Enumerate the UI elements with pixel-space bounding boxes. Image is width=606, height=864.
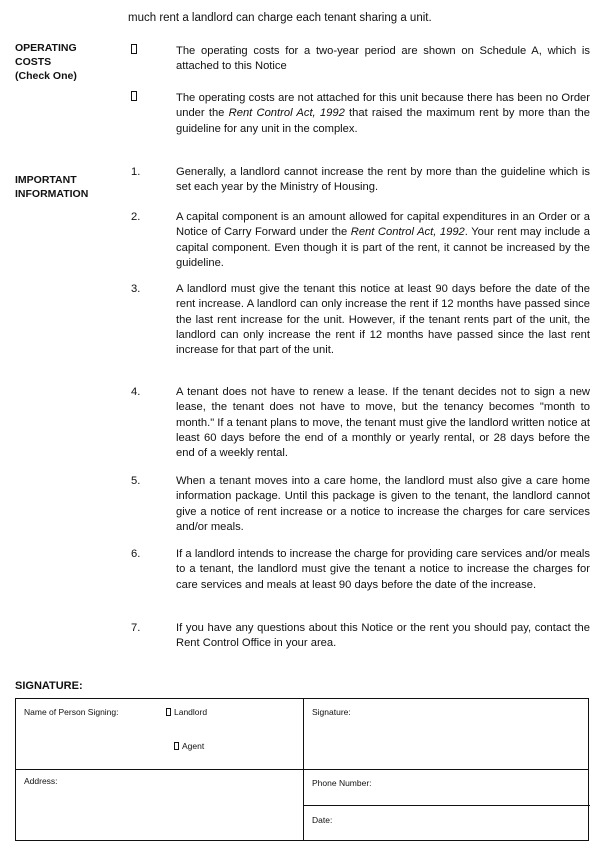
agent-label: Agent bbox=[182, 741, 205, 751]
operating-costs-option-2-text bbox=[176, 91, 590, 137]
option-2-text-b: that raised the maximum rent by more than the guideline for any unit in the complex. bbox=[176, 107, 590, 135]
operating-costs-label bbox=[15, 41, 77, 83]
operating-costs-option-1-text: The operating costs for a two-year period are shown on Schedule A, which is attached to this Notice bbox=[176, 45, 590, 73]
info-item-7-text: If you have any questions about this Notice or the rent you should pay, contact the Rent Control Office in your area. bbox=[176, 622, 590, 650]
info-item-4-number: 4. bbox=[131, 386, 141, 398]
info-item-3-text: A landlord must give the tenant this notice at least 90 days before the date of the rent increase. A landlord can only increase the rent if 12 months have passed since the last rent increase for the unit. However, if the tenant rents part of the unit, the landlord can only increase the rent if 12 months have passed since the last rent increase for that part of the unit. bbox=[176, 283, 590, 357]
important-label-line2: INFORMATION bbox=[15, 188, 89, 200]
info-item-6-number: 6. bbox=[131, 548, 141, 560]
signature-heading: SIGNATURE: bbox=[15, 680, 83, 692]
info-item-4-text: A tenant does not have to renew a lease. If the tenant decides not to sign a new lease, the tenant does not have to move, but the tenancy becomes "month to month." If a tenant plans to move, the tenant must give the landlord written notice at least 60 days before the end of a monthly or yearly rental, or 28 days before the end of a weekly rental. bbox=[176, 386, 590, 460]
info-item-1-number: 1. bbox=[131, 166, 141, 178]
phone-number-field-label[interactable]: Phone Number: bbox=[312, 778, 372, 788]
top-line: much rent a landlord can charge each tenant sharing a unit. bbox=[128, 12, 432, 24]
info-item-3 bbox=[128, 282, 590, 358]
option-2-text-a: The operating costs are not attached for this unit because there has been no Order under the bbox=[176, 92, 590, 120]
info-item-2-act-name: Rent Control Act, 1992 bbox=[350, 226, 465, 239]
signature-table-divider-horizontal bbox=[16, 769, 588, 770]
info-item-2-number: 2. bbox=[131, 211, 141, 223]
important-information-label bbox=[15, 173, 88, 201]
info-item-6 bbox=[128, 547, 590, 593]
operating-costs-label-line1: OPERATING bbox=[15, 42, 77, 54]
operating-costs-label-line2: COSTS bbox=[15, 56, 52, 68]
address-field-label[interactable]: Address: bbox=[24, 776, 58, 786]
info-item-6-text: If a landlord intends to increase the charge for providing care services and/or meals to a tenant, the landlord must give the tenant a notice to increase the charges for care services and meals at least 90 days before the date of the increase. bbox=[176, 548, 590, 591]
info-item-3-number: 3. bbox=[131, 283, 141, 295]
info-item-2-text bbox=[176, 210, 590, 271]
option-2-act-name: Rent Control Act, 1992 bbox=[228, 107, 345, 120]
landlord-checkbox-option[interactable] bbox=[166, 707, 207, 717]
info-item-2-text-a: A capital component is an amount allowed for capital expenditures in an Order or a Notice of Carry Forward under the bbox=[176, 211, 590, 239]
info-item-7 bbox=[128, 621, 590, 652]
landlord-checkbox[interactable] bbox=[166, 708, 171, 716]
info-item-2 bbox=[128, 210, 590, 271]
signature-field-label[interactable]: Signature: bbox=[312, 707, 351, 717]
operating-costs-label-line3: (Check One) bbox=[15, 70, 77, 82]
agent-checkbox-option[interactable] bbox=[174, 741, 204, 751]
info-item-2-text-b: . Your rent may include a capital component. Even though it is part of the rent, it cannot be increased by the guideline. bbox=[176, 226, 591, 269]
operating-costs-option-1 bbox=[128, 44, 590, 75]
info-item-1 bbox=[128, 165, 590, 196]
signature-table bbox=[15, 698, 589, 841]
date-field-label[interactable]: Date: bbox=[312, 815, 333, 825]
important-label-line1: IMPORTANT bbox=[15, 174, 77, 186]
agent-checkbox[interactable] bbox=[174, 742, 179, 750]
operating-costs-option-2 bbox=[128, 91, 590, 137]
info-item-7-number: 7. bbox=[131, 622, 141, 634]
info-item-5-text: When a tenant moves into a care home, the landlord must also give a care home information package. Until this package is given to the tenant, the landlord cannot give a notice of rent increase or a notice to increase the charges for care services and/or meals. bbox=[176, 475, 590, 533]
checkbox-option-2[interactable] bbox=[131, 91, 137, 106]
info-item-5 bbox=[128, 474, 590, 535]
checkbox-option-1[interactable] bbox=[131, 44, 137, 59]
info-item-1-text: Generally, a landlord cannot increase the rent by more than the guideline which is set each year by the Ministry of Housing. bbox=[176, 166, 590, 194]
name-of-person-signing-label: Name of Person Signing: bbox=[24, 707, 119, 717]
signature-table-divider-right bbox=[303, 805, 590, 806]
info-item-5-number: 5. bbox=[131, 475, 141, 487]
landlord-label: Landlord bbox=[174, 707, 208, 717]
info-item-4 bbox=[128, 385, 590, 461]
